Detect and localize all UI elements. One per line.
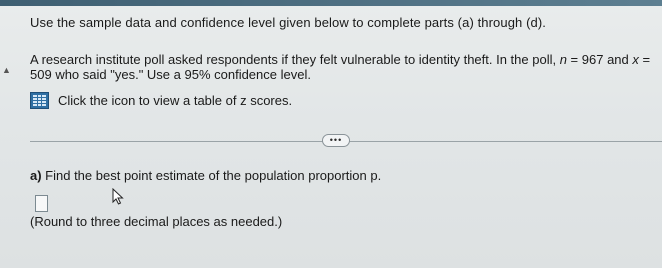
rounding-note: (Round to three decimal places as needed.) [30, 214, 283, 229]
part-a-text: Find the best point estimate of the population proportion p. [41, 168, 382, 183]
x-variable: x [632, 52, 639, 67]
instructions: Use the sample data and confidence level given below to complete parts (a) through (d). [30, 15, 546, 30]
problem-text-mid: and [603, 52, 633, 67]
n-value: = 967 [566, 52, 604, 67]
part-a-question [30, 168, 381, 183]
z-table-link[interactable] [30, 92, 292, 109]
up-arrow-icon[interactable]: ▲ [2, 65, 11, 75]
n-variable: n [559, 52, 567, 67]
problem-statement [30, 52, 655, 82]
part-a-label: a) [30, 168, 42, 183]
mouse-pointer-icon [112, 188, 124, 205]
problem-text: A research institute poll asked respondents if they felt vulnerable to identity theft. In the poll, [30, 52, 560, 67]
x-value: = 509 [30, 52, 651, 82]
problem-text-end: who said "yes." Use a 95% confidence level. [51, 67, 311, 82]
z-table-link-label[interactable]: Click the icon to view a table of z scores. [58, 93, 293, 108]
expand-more-button[interactable]: ••• [322, 134, 350, 147]
table-icon[interactable] [30, 92, 49, 109]
answer-input[interactable] [35, 195, 48, 212]
window-top-bar [0, 0, 662, 6]
